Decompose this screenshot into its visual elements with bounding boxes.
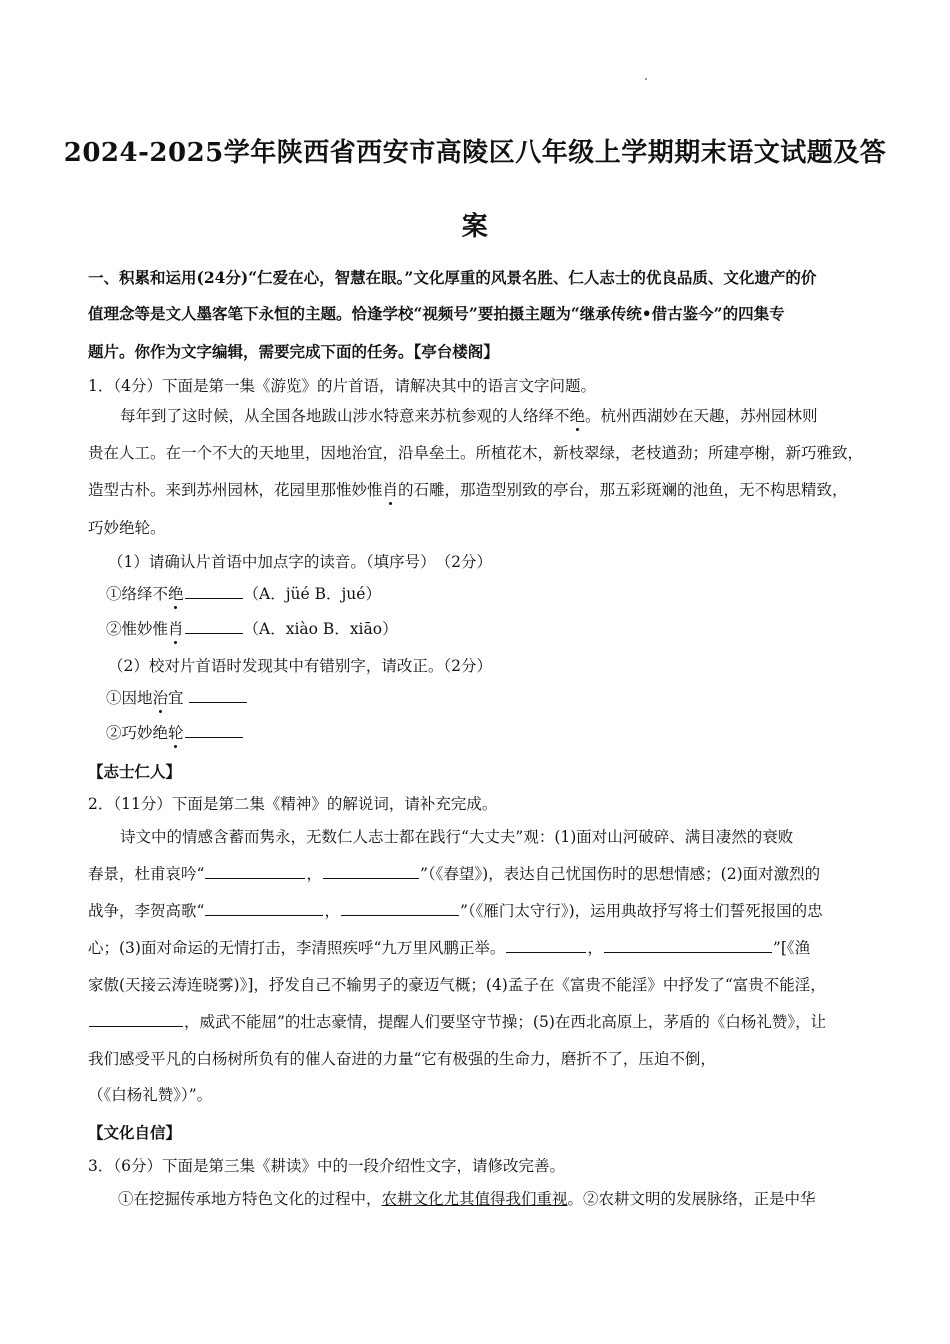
q2-text: ， xyxy=(306,865,322,883)
q3-stem: 3．（6分）下面是第三集《耕读》中的一段介绍性文字，请修改完善。 xyxy=(88,1157,565,1175)
answer-blank[interactable] xyxy=(341,914,459,916)
q1-option2 xyxy=(106,617,896,639)
q2-text: 春景，杜甫哀吟“ xyxy=(88,865,205,883)
emphasis-dot-char: 肖 xyxy=(383,478,399,500)
q2-text: ”（《雁门太守行》)，运用典故抒写将士们誓死报国的忠 xyxy=(459,902,823,920)
emphasis-dot-char: 治 xyxy=(153,686,169,708)
section-heading-wenhua: 【文化自信】 xyxy=(88,1123,182,1142)
section1-intro-line1: 一、积累和运用(24分)“仁爱在心，智慧在眼。”文化厚重的风景名胜、仁人志士的优良品质、文化遗产的价 xyxy=(88,268,817,287)
q2-text: ”（《春望》)，表达自己忧国伤时的思想情感；(2)面对激烈的 xyxy=(419,865,821,883)
section1-intro-line3: 题片。你作为文字编辑，需要完成下面的任务。【亭台楼阁】 xyxy=(88,342,499,361)
section-heading-zhishi: 【志士仁人】 xyxy=(88,762,182,781)
q1-fix1 xyxy=(106,686,896,708)
q1-passage-text: 每年到了这时候，从全国各地跋山涉水特意来苏杭参观的人络绎不 xyxy=(120,407,570,425)
q2-line7: 我们感受平凡的白杨树所负有的催人奋进的力量“它有极强的生命力，磨折不了，压迫不倒， xyxy=(88,1050,716,1068)
q1-stem: 1．（4分）下面是第一集《游览》的片首语，请解决其中的语言文字问题。 xyxy=(88,377,596,395)
answer-blank[interactable] xyxy=(185,632,243,634)
answer-blank[interactable] xyxy=(323,877,419,879)
q1-passage-line3 xyxy=(88,478,878,500)
q3-line1 xyxy=(118,1187,908,1209)
page-title: 2024-2025学年陕西省西安市高陵区八年级上学期期末语文试题及答 xyxy=(63,138,887,168)
answer-blank[interactable] xyxy=(506,951,586,953)
emphasis-dot-char: 绝 xyxy=(168,582,184,604)
answer-blank[interactable] xyxy=(205,877,305,879)
q3-underlined-sentence: 农耕文化尤其值得我们重视 xyxy=(381,1190,568,1208)
answer-blank[interactable] xyxy=(185,597,243,599)
q1-sub1: （1）请确认片首语中加点字的读音。（填序号） （2分） xyxy=(108,553,492,571)
q2-line2 xyxy=(88,862,878,884)
q2-line8: （《白杨礼赞》）”。 xyxy=(88,1086,213,1104)
emphasis-dot-char: 绝 xyxy=(570,404,586,426)
fix-text: ①因地 xyxy=(106,689,153,707)
q2-line6 xyxy=(88,1010,878,1032)
q2-line1: 诗文中的情感含蓄而隽永，无数仁人志士都在践行“大丈夫”观：(1)面对山河破碎、满目凄然的衰败 xyxy=(120,828,794,846)
answer-blank[interactable] xyxy=(185,736,243,738)
section1-intro-line2: 值理念等是文人墨客笔下永恒的主题。恰逢学校“视频号”要拍摄主题为“继承传统•借古鉴今”的四集专 xyxy=(88,304,785,323)
q1-passage-line1 xyxy=(120,404,910,426)
q1-passage-line4: 巧妙绝轮。 xyxy=(88,519,166,537)
q2-stem: 2．（11分）下面是第二集《精神》的解说词，请补充完成。 xyxy=(88,795,498,813)
q2-line5: 家傲(天接云涛连晓雾)》]，抒发自己不输男子的豪迈气概；(4)孟子在《富贵不能淫》中抒发了“富贵不能淫， xyxy=(88,976,826,994)
emphasis-dot-char: 肖 xyxy=(168,617,184,639)
answer-blank[interactable] xyxy=(189,701,247,703)
stray-dot-mark xyxy=(645,78,647,80)
option-choices: （A．jüé B．jué） xyxy=(243,585,381,603)
option-text: ①络绎不 xyxy=(106,585,169,603)
answer-blank[interactable] xyxy=(205,914,323,916)
q2-text: 战争，李贺高歌“ xyxy=(88,902,205,920)
q1-sub2: （2）校对片首语时发现其中有错别字，请改正。（2分） xyxy=(108,657,492,675)
q1-option1 xyxy=(106,582,896,604)
q1-passage-text: 造型古朴。来到苏州园林，花园里那惟妙惟 xyxy=(88,481,383,499)
q1-passage-text: 。杭州西湖妙在天趣，苏州园林则 xyxy=(585,407,818,425)
answer-blank[interactable] xyxy=(604,951,772,953)
q2-text: ， xyxy=(324,902,340,920)
q2-text: ， xyxy=(587,939,603,957)
option-text: ②惟妙惟 xyxy=(106,620,169,638)
q2-line4 xyxy=(88,936,878,958)
q3-text: ①在挖掘传承地方特色文化的过程中， xyxy=(118,1190,382,1208)
page-title-continued: 案 xyxy=(461,212,489,242)
q1-passage-line2: 贵在人工。在一个不大的天地里，因地治宜，沿阜垒土。所植花木，新枝翠绿，老枝遒劲；所建亭榭，新巧雅致， xyxy=(88,444,864,462)
answer-blank[interactable] xyxy=(89,1025,183,1027)
q2-text: ，威武不能屈”的壮志豪情，提醒人们要坚守节操；(5)在西北高原上，茅盾的《白杨礼赞》，让 xyxy=(184,1013,827,1031)
q1-passage-text: 的石雕，那造型别致的亭台，那五彩斑斓的池鱼，无不构思精致， xyxy=(398,481,848,499)
emphasis-dot-char: 轮 xyxy=(168,721,184,743)
q1-fix2 xyxy=(106,721,896,743)
q3-text: 。②农耕文明的发展脉络，正是中华 xyxy=(567,1190,816,1208)
q2-text: 心；(3)面对命运的无情打击，李清照疾呼“九万里风鹏正举。 xyxy=(88,939,506,957)
option-choices: （A．xiào B．xiāo） xyxy=(243,620,398,638)
fix-text: ②巧妙绝 xyxy=(106,724,169,742)
fix-text: 宜 xyxy=(168,689,189,707)
q2-text: ”[《渔 xyxy=(772,939,811,957)
q2-line3 xyxy=(88,899,878,921)
